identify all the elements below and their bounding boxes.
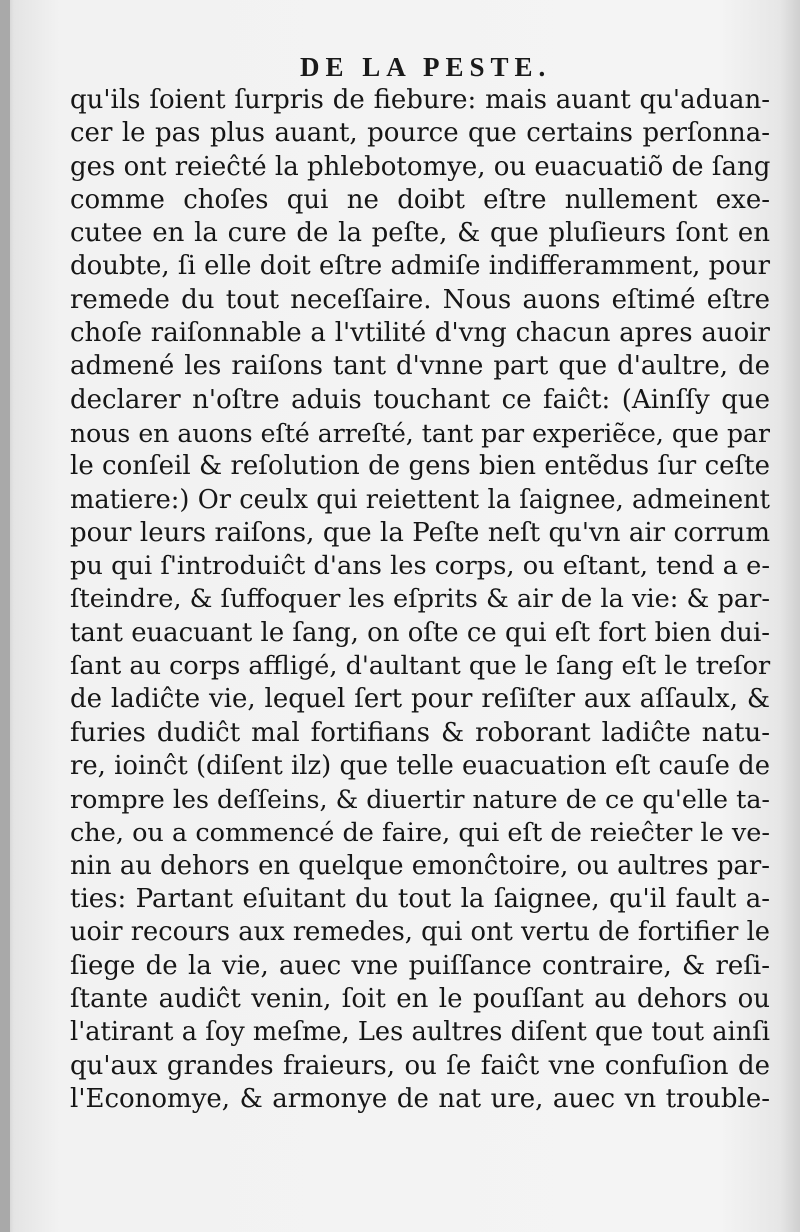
- text-line: uoir recours aux remedes, qui ont vertu de fortifier le: [70, 917, 770, 948]
- text-line: declarer n'oſtre aduis touchant ce faiĉt: (Ainſſy que: [70, 384, 770, 415]
- text-line: nin au dehors en quelque emonĉtoire, ou aultres par-: [70, 850, 770, 881]
- text-line: cer le pas plus auant, pource que certains perſonna-: [70, 118, 770, 149]
- text-line: pu qui ſ'introduiĉt d'ans les corps, ou eſtant, tend a e-: [70, 551, 770, 582]
- text-line: rompre les deſſeins, & diuertir nature de ce qu'elle ta-: [70, 784, 770, 815]
- text-line: tant euacuant le ſang, on oſte ce qui eſt fort bien dui-: [70, 617, 770, 648]
- text-line: ſant au corps affligé, d'aultant que le ſang eſt le treſor: [70, 651, 771, 682]
- text-line: ſteindre, & ſuffoquer les eſprits & air de la vie: & par-: [70, 584, 771, 615]
- text-line: qu'aux grandes fraieurs, ou ſe faiĉt vne confuſion de: [70, 1050, 770, 1081]
- text-line: furies dudiĉt mal fortifians & roborant ladiĉte natu-: [70, 717, 770, 748]
- text-line: ges ont reieĉté la phlebotomye, ou euacuatiõ de ſang: [70, 151, 771, 182]
- running-head: DE LA PESTE.: [300, 52, 552, 82]
- text-line: de ladiĉte vie, lequel ſert pour reſiſter aux aſſaulx, &: [70, 684, 770, 715]
- text-line: comme choſes qui ne doibt eſtre nullement exe-: [70, 184, 770, 215]
- text-line: pour leurs raiſons, que la Peſte neſt qu'vn air corrum: [70, 517, 770, 548]
- text-line: qu'ils ſoient ſurpris de fiebure: mais auant qu'aduan-: [70, 85, 770, 115]
- text-line: ties: Partant eſuitant du tout la ſaignee, qu'il fault a-: [70, 884, 770, 915]
- text-line: remede du tout neceſſaire. Nous auons eſtimé eſtre: [70, 284, 770, 315]
- text-line: choſe raiſonnable a l'vtilité d'vng chacun apres auoir: [70, 318, 770, 349]
- text-line: l'atirant a ſoy meſme, Les aultres diſent que tout ainſi: [70, 1017, 770, 1048]
- text-line: cutee en la cure de la peſte, & que pluſieurs ſont en: [70, 218, 770, 249]
- text-line: le conſeil & reſolution de gens bien entẽdus ſur ceſte: [70, 451, 770, 482]
- binding-gutter: [0, 0, 10, 1232]
- text-line: admené les raiſons tant d'vnne part que d'aultre, de: [70, 351, 770, 382]
- text-line: ſiege de la vie, auec vne puiſſance contraire, & reſi-: [70, 950, 770, 981]
- text-line: ſtante audiĉt venin, ſoit en le pouſſant au dehors ou: [70, 984, 770, 1015]
- text-line: re, ioinĉt (diſent ilz) que telle euacuation eſt cauſe de: [70, 750, 770, 781]
- text-line: l'Economye, & armonye de nat ure, auec vn trouble-: [70, 1083, 770, 1114]
- text-line: nous en auons eſté arreſté, tant par experiẽce, que par: [70, 418, 770, 448]
- text-line: doubte, ſi elle doit eſtre admiſe indifferamment, pour: [70, 251, 770, 282]
- text-line: che, ou a commencé de faire, qui eſt de reieĉter le ve-: [70, 817, 770, 848]
- body-text: [70, 84, 770, 1116]
- text-line: matiere:) Or ceulx qui reiettent la ſaignee, admeinent: [70, 484, 770, 515]
